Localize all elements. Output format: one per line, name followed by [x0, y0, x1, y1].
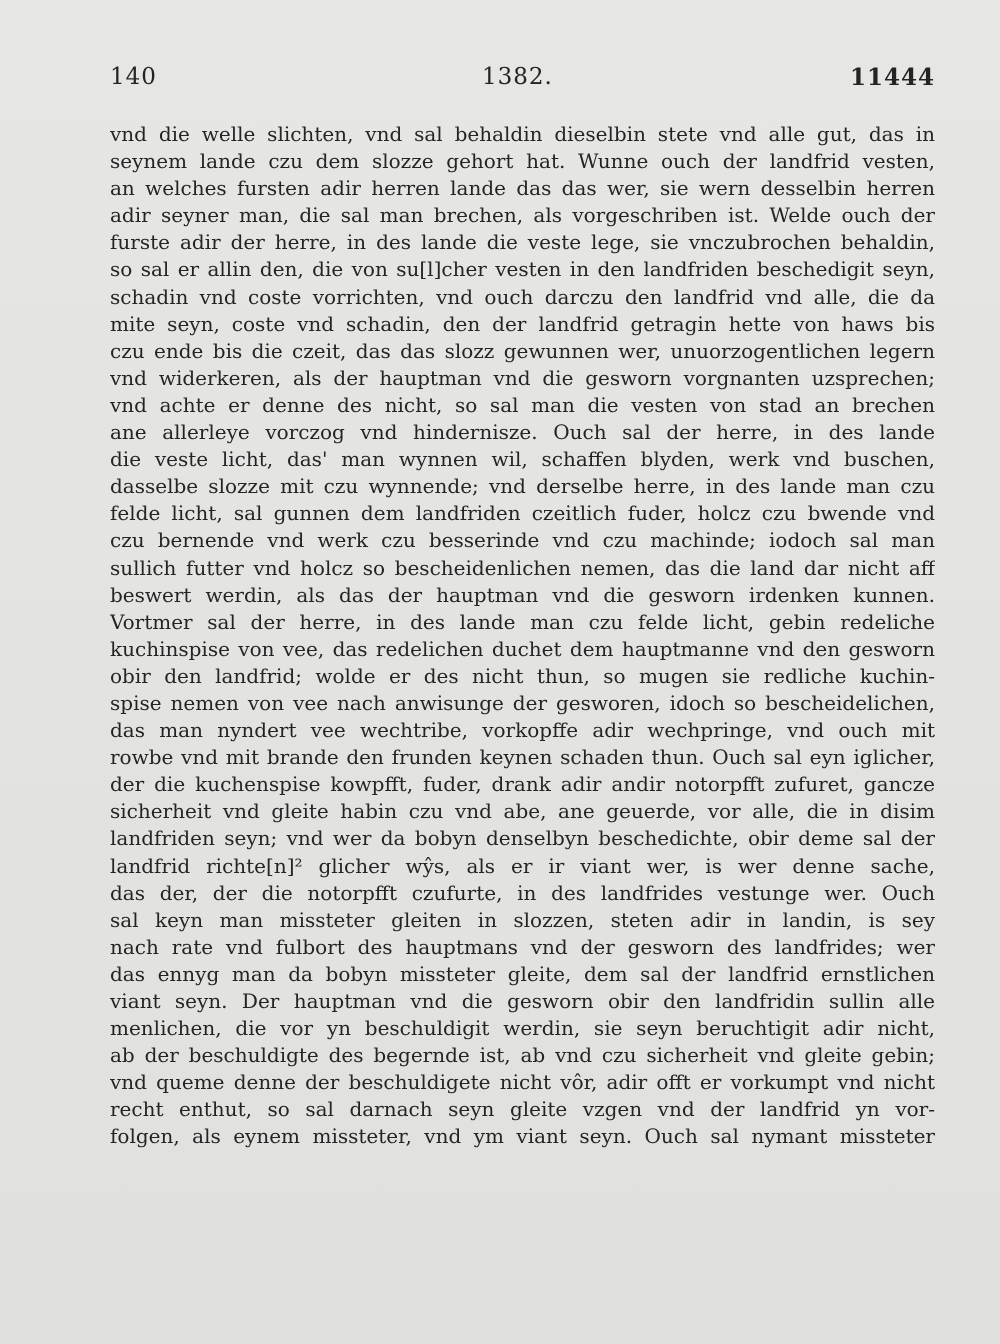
text-line: das man nyndert vee wechtribe, vorkopffe adir wechpringe, vnd ouch mit — [110, 718, 935, 743]
text-line: so sal er allin den, die von su[l]cher vesten in den landfriden beschedigit seyn, — [110, 257, 935, 282]
text-line: vnd die welle slichten, vnd sal behaldin dieselbin stete vnd alle gut, das in — [110, 122, 935, 146]
text-line: beswert werdin, als das der hauptman vnd die gesworn irdenken kunnen. — [110, 582, 935, 607]
text-line: das der, der die notorpfft czufurte, in des landfrides vestunge wer. Ouch — [110, 880, 935, 905]
text-line: viant seyn. Der hauptman vnd die gesworn obir den landfridin sullin alle — [110, 989, 935, 1013]
text-line: Vortmer sal der herre, in des lande man czu felde licht, gebin redeliche — [110, 609, 935, 634]
text-line: folgen, als eynem missteter, vnd ym viant seyn. Ouch sal nymant missteter — [110, 1124, 935, 1149]
text-line: dasselbe slozze mit czu wynnende; vnd derselbe herre, in des lande man czu — [110, 474, 935, 499]
text-line: rowbe vnd mit brande den frunden keynen schaden thun. Ouch sal eyn iglicher, — [110, 745, 935, 770]
text-line: vnd achte er denne des nicht, so sal man die vesten von stad an brechen — [110, 392, 935, 417]
text-line: recht enthut, so sal darnach seyn gleite vzgen vnd der landfrid yn vor- — [110, 1097, 935, 1122]
page-header — [110, 64, 935, 98]
text-line: obir den landfrid; wolde er des nicht thun, so mugen sie redliche kuchin- — [110, 663, 935, 688]
text-line: landfrid richte[n]² glicher wŷs, als er ir viant wer, is wer denne sache, — [110, 853, 935, 878]
text-line: czu bernende vnd werk czu besserinde vnd czu machinde; iodoch sal man — [110, 528, 935, 553]
text-line: czu ende bis die czeit, das das slozz gewunnen wer, unuorzogentlichen legern — [110, 338, 935, 363]
text-line: vnd queme denne der beschuldigete nicht vôr, adir offt er vorkumpt vnd nicht — [110, 1070, 935, 1095]
text-line: seynem lande czu dem slozze gehort hat. Wunne ouch der landfrid vesten, — [110, 149, 935, 174]
text-line: nach rate vnd fulbort des hauptmans vnd der gesworn des landfrides; wer — [110, 934, 935, 959]
body-text — [110, 121, 935, 1151]
text-line: sicherheit vnd gleite habin czu vnd abe, ane geuerde, vor alle, die in disim — [110, 799, 935, 824]
text-line: die veste licht, das' man wynnen wil, schaffen blyden, werk vnd buschen, — [110, 447, 935, 472]
text-line: an welches fursten adir herren lande das das wer, sie wern desselbin herren — [110, 176, 935, 201]
text-line: felde licht, sal gunnen dem landfriden czeitlich fuder, holcz czu bwende vnd — [110, 501, 935, 526]
document-number: 11444 — [849, 64, 935, 91]
text-line: adir seyner man, die sal man brechen, als vorgeschriben ist. Welde ouch der — [110, 203, 935, 228]
year-heading: 1382. — [482, 64, 553, 90]
text-line: vnd widerkeren, als der hauptman vnd die gesworn vorgnanten uzsprechen; — [110, 365, 935, 390]
text-line: ab der beschuldigte des begernde ist, ab vnd czu sicherheit vnd gleite gebin; — [110, 1043, 935, 1068]
text-line: furste adir der herre, in des lande die veste lege, sie vnczubrochen behaldin, — [110, 230, 935, 255]
text-line: kuchinspise von vee, das redelichen duchet dem hauptmanne vnd den gesworn — [110, 636, 935, 661]
text-line: das ennyg man da bobyn missteter gleite, dem sal der landfrid ernstlichen — [110, 961, 935, 986]
text-line: sal keyn man missteter gleiten in slozzen, steten adir in landin, is sey — [110, 907, 935, 932]
text-line: spise nemen von vee nach anwisunge der gesworen, idoch so bescheidelichen, — [110, 690, 935, 715]
text-line: schadin vnd coste vorrichten, vnd ouch darczu den landfrid vnd alle, die da — [110, 284, 935, 309]
text-line: sullich futter vnd holcz so bescheidenlichen nemen, das die land dar nicht aff — [110, 555, 935, 580]
text-line: mite seyn, coste vnd schadin, den der landfrid getragin hette von haws bis — [110, 311, 935, 336]
page-number: 140 — [110, 64, 157, 90]
text-line: ane allerleye vorczog vnd hindernisze. Ouch sal der herre, in des lande — [110, 420, 935, 445]
text-line: der die kuchenspise kowpfft, fuder, drank adir andir notorpfft zufuret, gancze — [110, 772, 935, 797]
text-line: menlichen, die vor yn beschuldigit werdin, sie seyn beruchtigit adir nicht, — [110, 1016, 935, 1041]
text-line: landfriden seyn; vnd wer da bobyn denselbyn beschedichte, obir deme sal der — [110, 826, 935, 851]
